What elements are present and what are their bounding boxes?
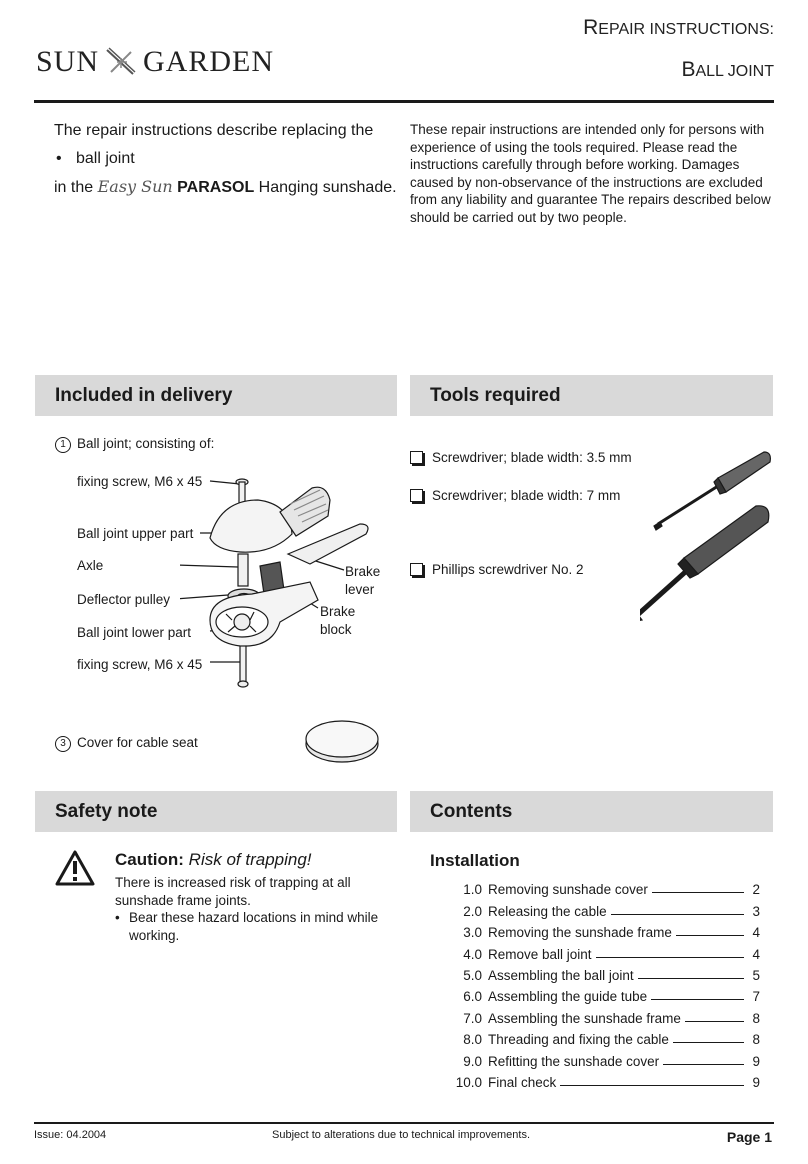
- safety-paragraph: There is increased risk of trapping at all sunshade frame joints.: [115, 875, 351, 908]
- toc-page: 5: [752, 967, 760, 983]
- tool-item-3: Phillips screwdriver No. 2: [410, 562, 584, 577]
- toc-number: 3.0: [463, 925, 482, 941]
- toc-row[interactable]: [440, 919, 760, 940]
- checkbox-icon: [410, 563, 423, 576]
- toc-number: 2.0: [463, 903, 482, 919]
- toc-title: Refitting the sunshade cover: [488, 1053, 660, 1069]
- toc-number: 4.0: [463, 946, 482, 962]
- intro-line: The repair instructions describe replacing the: [54, 122, 374, 139]
- toc-leader: [652, 892, 744, 893]
- safety-bullet: • Bear these hazard locations in mind while working.: [115, 909, 385, 944]
- toc-leader: [611, 914, 744, 915]
- toc-page: 2: [752, 882, 760, 898]
- toc-row[interactable]: [440, 897, 760, 918]
- toc-leader: [673, 1042, 744, 1043]
- toc-row[interactable]: [440, 1047, 760, 1068]
- label-upper-part: Ball joint upper part: [77, 526, 194, 541]
- toc-title: Removing sunshade cover: [488, 882, 648, 898]
- doc-title-line2: BALL JOINT: [681, 58, 774, 81]
- toc-number: 8.0: [463, 1032, 482, 1048]
- caution-heading: Caution: Risk of trapping!: [115, 850, 312, 869]
- doc-title-line1: REPAIR INSTRUCTIONS:: [583, 16, 774, 39]
- toc-row[interactable]: [440, 1004, 760, 1025]
- delivery-item-1: 1 Ball joint; consisting of:: [55, 436, 214, 453]
- checkbox-icon: [410, 489, 423, 502]
- table-of-contents: [440, 876, 760, 1090]
- toc-leader: [596, 957, 744, 958]
- label-fixing-screw-bottom: fixing screw, M6 x 45: [77, 657, 203, 672]
- toc-row[interactable]: [440, 1026, 760, 1047]
- footer-subject: Subject to alterations due to technical improvements.: [272, 1129, 531, 1141]
- delivery-heading-bar: Included in delivery: [35, 375, 397, 416]
- toc-page: 9: [752, 1053, 760, 1069]
- toc-title: Removing the sunshade frame: [488, 925, 672, 941]
- toc-title: Final check: [488, 1074, 557, 1090]
- toc-number: 7.0: [463, 1010, 482, 1026]
- screwdrivers-illustration: [640, 448, 780, 628]
- warning-triangle-icon: [55, 850, 95, 886]
- intro-notice: These repair instructions are intended only for persons with experience of using the tools required. Please read the instructions carefully through before working. Damages caused by non-observance of the instructions are excluded from any liability and guarantee The repairs described below should be carried out by two people.: [410, 122, 771, 225]
- label-brake-lever-1: Brake: [345, 564, 381, 579]
- toc-leader: [651, 999, 744, 1000]
- safety-body: [115, 874, 385, 944]
- contents-subheading: Installation: [430, 851, 520, 870]
- toc-title: Remove ball joint: [488, 946, 592, 962]
- tool-item-2: Screwdriver; blade width: 7 mm: [410, 488, 620, 503]
- label-lower-part: Ball joint lower part: [77, 625, 192, 640]
- tools-heading-bar: Tools required: [410, 375, 773, 416]
- ball-joint-diagram: [180, 470, 380, 695]
- easy-sun-wordmark: Easy Sun: [97, 177, 173, 196]
- brand-logo: [36, 44, 274, 80]
- label-brake-block-2: block: [320, 622, 352, 637]
- brand-left: SUN: [36, 45, 100, 78]
- toc-title: Assembling the sunshade frame: [488, 1010, 681, 1026]
- toc-row[interactable]: [440, 962, 760, 983]
- toc-row[interactable]: [440, 940, 760, 961]
- toc-page: 4: [752, 946, 760, 962]
- toc-title: Threading and fixing the cable: [488, 1032, 669, 1048]
- toc-page: 7: [752, 989, 760, 1005]
- toc-leader: [663, 1064, 744, 1065]
- toc-leader: [638, 978, 744, 979]
- toc-number: 1.0: [463, 882, 482, 898]
- contents-heading-bar: Contents: [410, 791, 773, 832]
- toc-number: 9.0: [463, 1053, 482, 1069]
- toc-page: 3: [752, 903, 760, 919]
- toc-title: Assembling the guide tube: [488, 989, 648, 1005]
- toc-row[interactable]: [440, 983, 760, 1004]
- label-deflector: Deflector pulley: [77, 592, 171, 607]
- toc-title: Releasing the cable: [488, 903, 607, 919]
- parasol-wordmark: PARASOL: [177, 179, 255, 196]
- toc-page: 9: [752, 1074, 760, 1090]
- checkbox-icon: [410, 451, 423, 464]
- delivery-item-3: 3 Cover for cable seat: [55, 735, 198, 752]
- tool-item-1: Screwdriver; blade width: 3.5 mm: [410, 450, 632, 465]
- label-brake-lever-2: lever: [345, 582, 375, 597]
- toc-leader: [676, 935, 744, 936]
- toc-number: 5.0: [463, 967, 482, 983]
- toc-page: 4: [752, 925, 760, 941]
- toc-page: 8: [752, 1032, 760, 1048]
- toc-leader: [560, 1085, 744, 1086]
- brand-mark-icon: [103, 44, 139, 80]
- toc-number: 10.0: [455, 1074, 482, 1090]
- cable-seat-cover-image: [302, 714, 384, 766]
- toc-row[interactable]: [440, 1069, 760, 1090]
- label-axle: Axle: [77, 558, 104, 573]
- label-fixing-screw-top: fixing screw, M6 x 45: [77, 474, 203, 489]
- intro-product-line: in the Easy Sun PARASOL Hanging sunshade.: [54, 177, 397, 196]
- toc-leader: [685, 1021, 744, 1022]
- toc-page: 8: [752, 1010, 760, 1026]
- header-rule: [34, 100, 774, 103]
- label-brake-block-1: Brake: [320, 604, 356, 619]
- footer-rule: [34, 1122, 774, 1124]
- footer-page-number: Page 1: [726, 1129, 772, 1145]
- toc-title: Assembling the ball joint: [488, 967, 634, 983]
- intro-description: [54, 120, 399, 205]
- footer-issue: Issue: 04.2004: [34, 1129, 107, 1141]
- safety-heading-bar: Safety note: [35, 791, 397, 832]
- toc-number: 6.0: [463, 989, 482, 1005]
- intro-bullet: • ball joint: [54, 148, 399, 169]
- brand-right: GARDEN: [143, 45, 275, 78]
- toc-row[interactable]: [440, 876, 760, 897]
